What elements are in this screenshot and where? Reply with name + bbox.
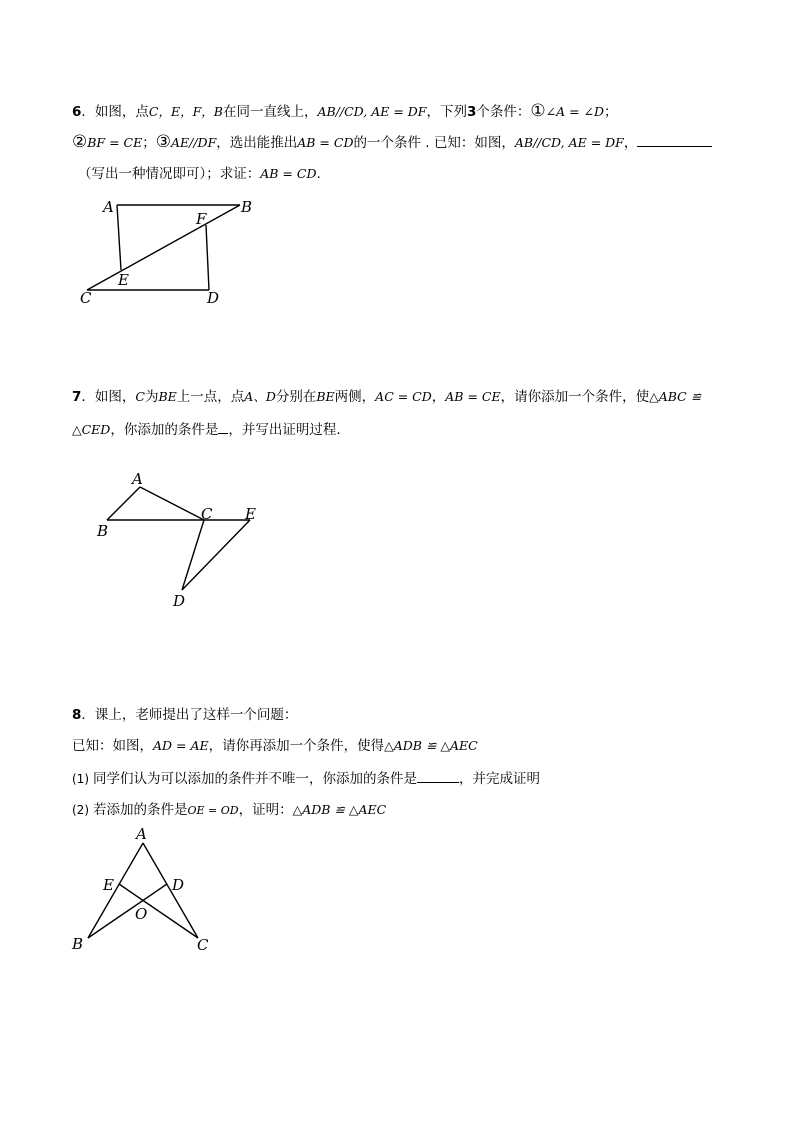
- figure-q6: [80, 198, 252, 307]
- q7-triangle-2: △CED: [72, 422, 111, 437]
- label-d: D: [207, 289, 220, 307]
- q7-point-c: C: [135, 389, 145, 404]
- q8-congruence: △ADB ≌ △AEC: [292, 802, 387, 817]
- figure-q8: [71, 825, 209, 954]
- q8-text: 若添加的条件是: [93, 802, 188, 818]
- q6-number: 6: [72, 104, 82, 120]
- segment-cb: [87, 205, 240, 290]
- label-f: F: [196, 210, 207, 228]
- q8-text: ，并完成证明: [459, 771, 540, 787]
- q6-given: AB//CD, AE = DF: [317, 104, 427, 119]
- q8-part1-label: (1): [72, 772, 89, 786]
- q8-condition: OE = OD: [187, 804, 239, 817]
- segment-ac: [143, 843, 198, 938]
- label-b: B: [241, 198, 253, 216]
- q6-text: 的一个条件 . 已知：如图，: [353, 135, 515, 151]
- q6-condition-1: ∠A = ∠D: [545, 104, 605, 119]
- q8-text: 已知：如图，: [72, 738, 153, 754]
- q6-given-2: AB//CD, AE = DF: [514, 135, 624, 150]
- q6-circled-1: ①: [530, 101, 546, 121]
- q7-segment-be: BE: [158, 389, 177, 404]
- q6-circled-2: ②: [72, 132, 88, 152]
- label-d: D: [173, 592, 186, 610]
- label-b: B: [72, 935, 84, 953]
- q8-equality: AD = AE: [153, 738, 209, 753]
- figure-q7: [96, 470, 256, 610]
- label-e: E: [103, 876, 114, 894]
- label-o: O: [135, 905, 148, 923]
- q7-triangle-1: △ABC ≌: [649, 389, 702, 404]
- q6-points: C，E，F，B: [148, 104, 223, 119]
- q8-text: ，请你再添加一个条件，使得: [208, 738, 385, 754]
- q8-text: ．课上，老师提出了这样一个问题：: [81, 707, 298, 723]
- q8-text: ，证明：: [238, 802, 293, 818]
- q8-text: 同学们认为可以添加的条件并不唯一，你添加的条件是: [93, 771, 417, 787]
- q7-equality-1: AC = CD: [375, 389, 432, 404]
- q8-part2-label: (2): [72, 803, 89, 817]
- q7-points-ad: A、D: [244, 389, 276, 404]
- q6-text: ；: [604, 104, 618, 120]
- label-a: A: [132, 470, 143, 488]
- label-c: C: [197, 936, 209, 954]
- q6-condition-2: BF = CE: [87, 135, 143, 150]
- label-c: C: [80, 289, 92, 307]
- label-d: D: [172, 876, 185, 894]
- label-e: E: [245, 505, 256, 523]
- q6-text: ；: [142, 135, 156, 151]
- q6-text: （写出一种情况即可）；求证：: [78, 166, 261, 182]
- q6-count: 3: [466, 104, 477, 120]
- label-b: B: [97, 522, 109, 540]
- segment-ae: [117, 205, 121, 270]
- segment-ce: [119, 884, 198, 938]
- q6-target: AB = CD: [297, 135, 354, 150]
- q7-text: ．如图，: [81, 389, 136, 405]
- q7-text: ，并写出证明过程.: [228, 422, 341, 438]
- q7-text: ，你添加的条件是: [110, 422, 219, 438]
- q6-text: .: [316, 166, 321, 182]
- segment-de: [182, 520, 250, 590]
- q7-segment-be: BE: [316, 389, 335, 404]
- q7-number: 7: [72, 389, 82, 405]
- q6-text: ．如图，点: [81, 104, 149, 120]
- q7-text: ，: [431, 389, 446, 405]
- q7-equality-2: AB = CE: [445, 389, 501, 404]
- q6-text: ，选出能推出: [216, 135, 298, 151]
- q6-circled-3: ③: [155, 132, 171, 152]
- label-a: A: [103, 198, 114, 216]
- q6-text: 个条件：: [476, 104, 531, 120]
- q7-text: 分别在: [275, 389, 317, 405]
- segment-ab: [88, 843, 143, 938]
- q6-text: 在同一直线上，: [222, 104, 318, 120]
- label-e: E: [118, 271, 129, 289]
- q7-text: 为: [144, 389, 159, 405]
- q6-prove: AB = CD: [260, 166, 317, 181]
- segment-fd: [206, 225, 209, 290]
- q8-number: 8: [72, 707, 82, 723]
- segment-ac: [140, 487, 204, 520]
- label-a: A: [136, 825, 147, 843]
- label-c: C: [201, 505, 213, 523]
- q7-text: 两侧，: [334, 389, 376, 405]
- q7-text: 上一点，点: [176, 389, 245, 405]
- segment-ba: [107, 487, 140, 520]
- q6-text: ，: [623, 135, 638, 151]
- q6-condition-3: AE//DF: [170, 135, 217, 150]
- q8-congruence: △ADB ≌ △AEC: [384, 738, 478, 753]
- segment-bd: [88, 884, 167, 938]
- q6-text: ，下列: [426, 104, 467, 120]
- q7-text: ，请你添加一个条件，使: [500, 389, 650, 405]
